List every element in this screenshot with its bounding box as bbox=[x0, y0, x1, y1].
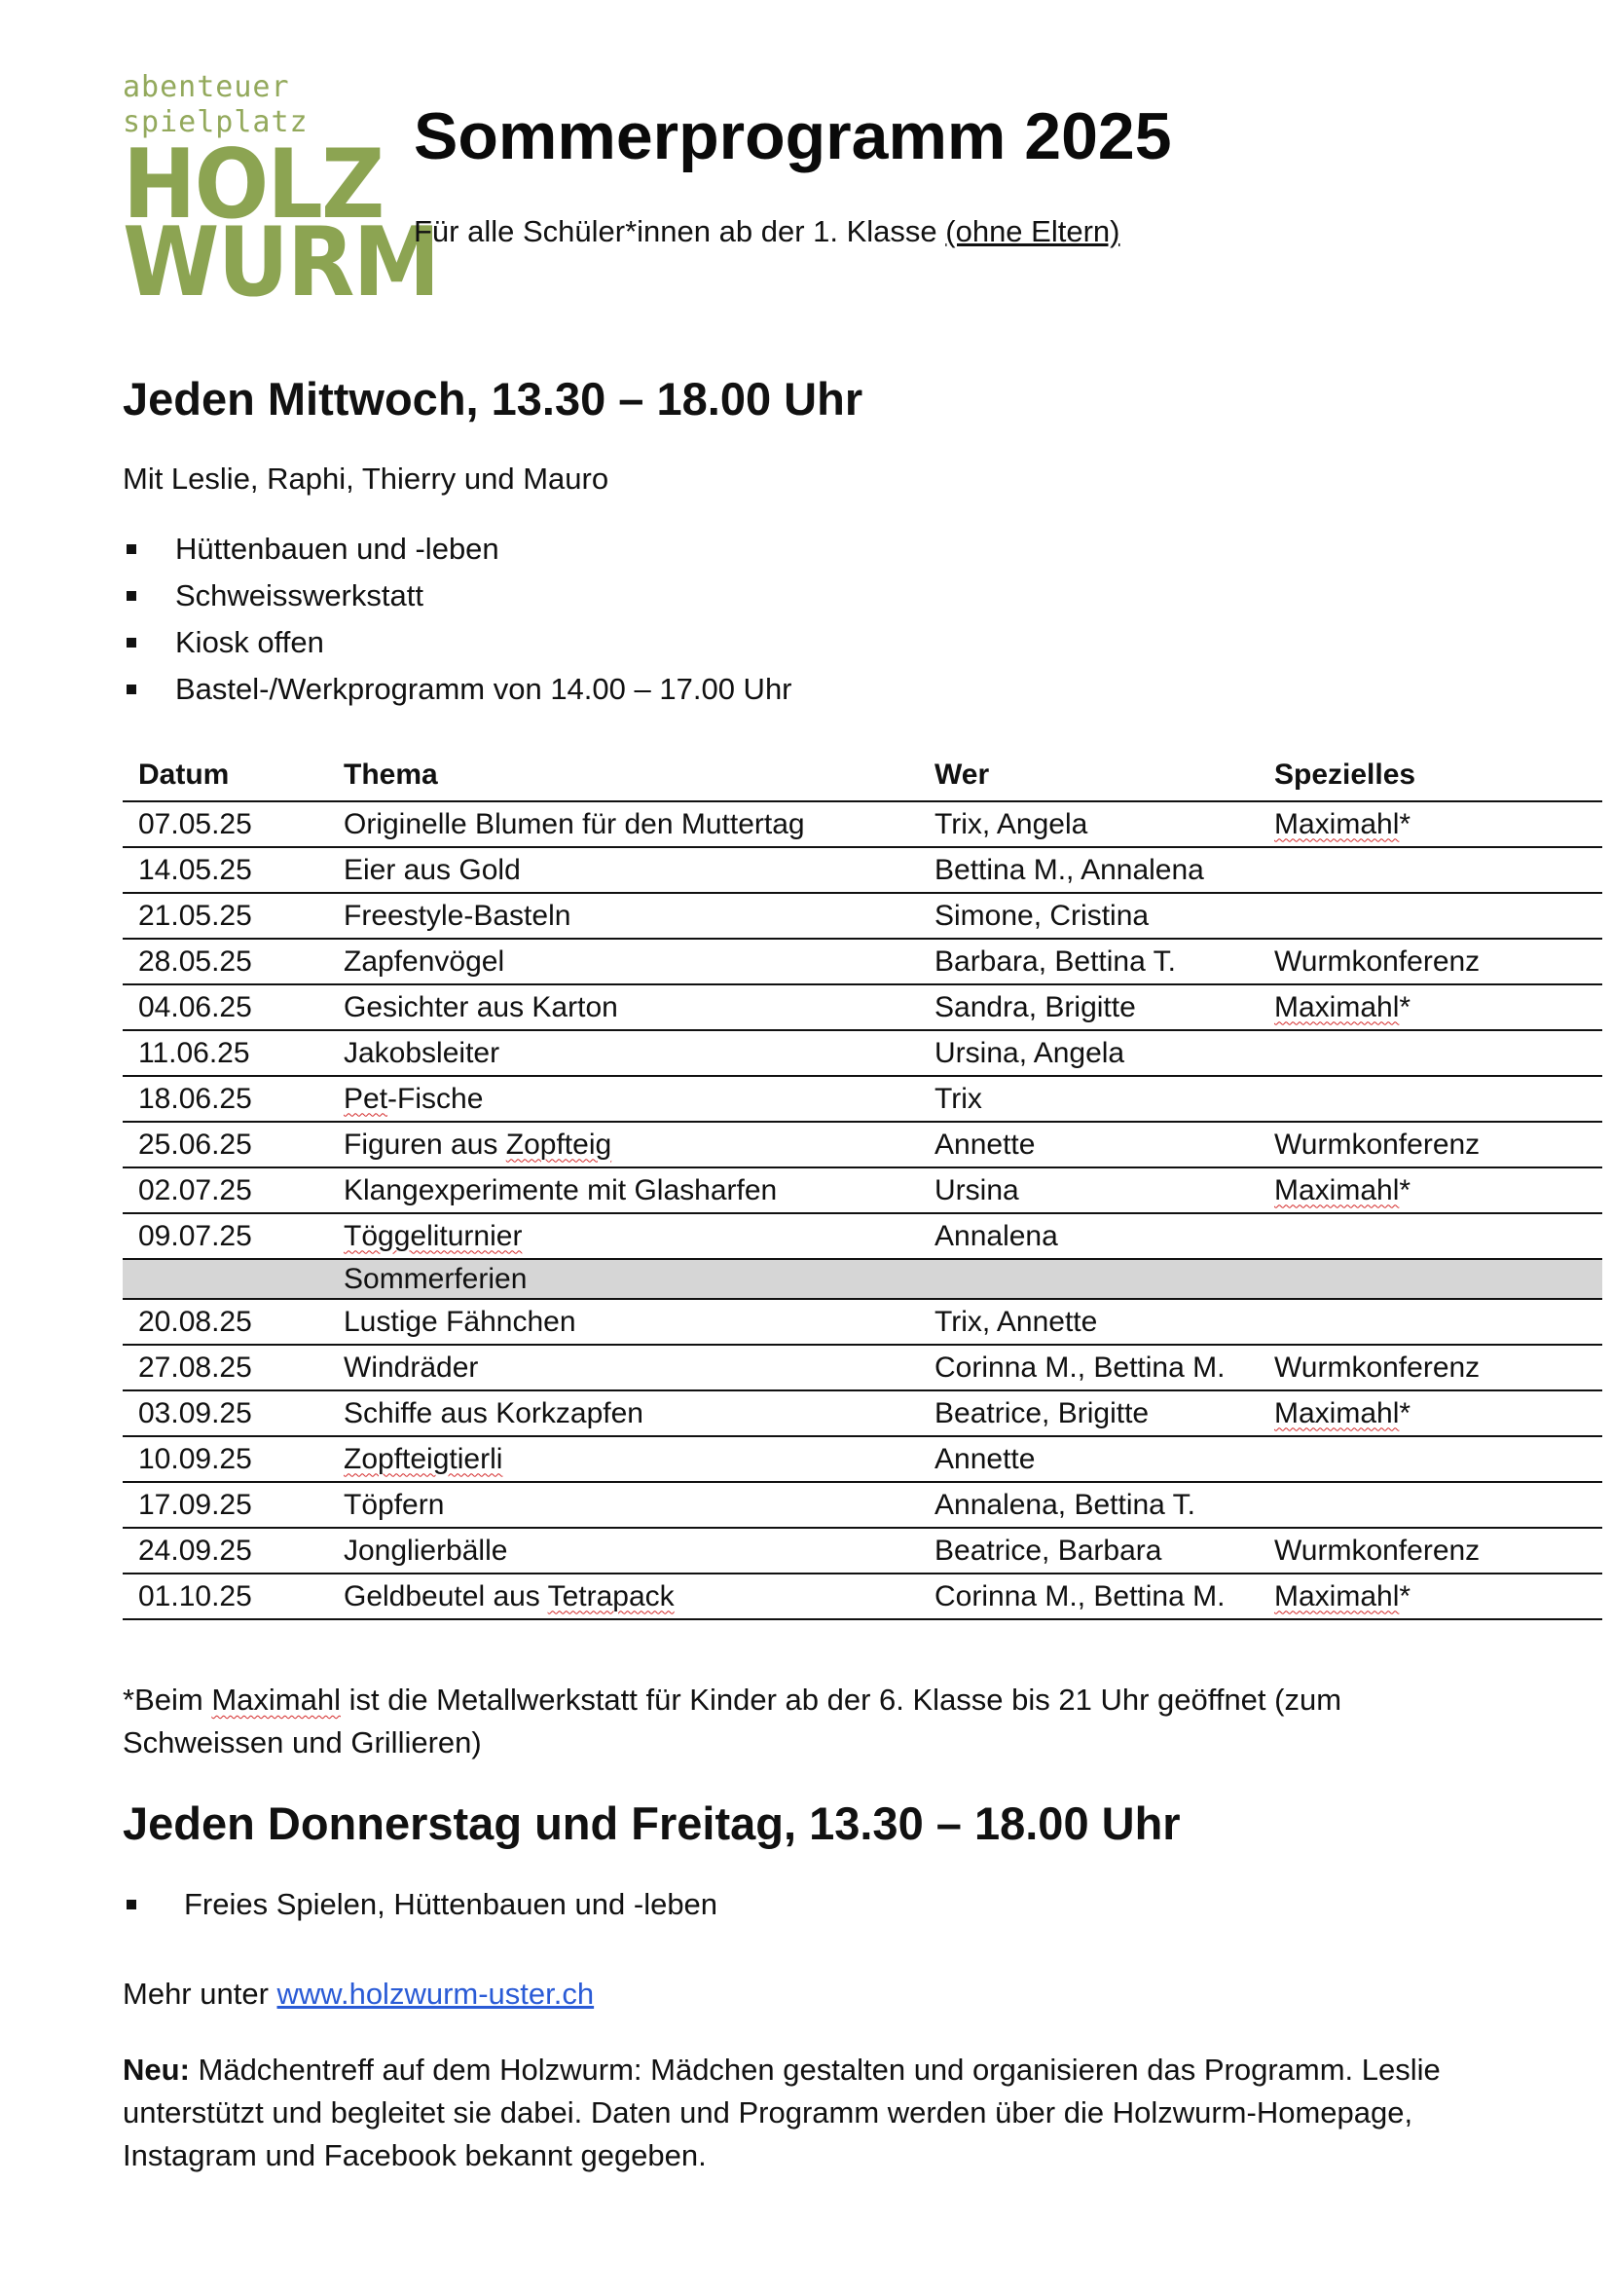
table-row bbox=[123, 801, 1602, 847]
footnote-prefix: *Beim bbox=[123, 1683, 212, 1717]
logo-line-spielplatz: spielplatz bbox=[123, 105, 309, 139]
cell-wer: Sandra, Brigitte bbox=[919, 984, 1259, 1030]
bullet-square-icon bbox=[127, 1900, 136, 1909]
table-row bbox=[123, 939, 1602, 984]
list-item bbox=[123, 666, 792, 713]
cell-datum: 27.08.25 bbox=[123, 1345, 328, 1390]
cell-spezielles bbox=[1259, 847, 1602, 893]
list-item bbox=[123, 1881, 717, 1928]
cell-thema: Gesichter aus Karton bbox=[328, 984, 919, 1030]
table-row bbox=[123, 1528, 1602, 1574]
cell-thema: Töpfern bbox=[328, 1482, 919, 1528]
cell-datum: 01.10.25 bbox=[123, 1574, 328, 1619]
cell-spezielles: Maximahl* bbox=[1259, 1574, 1602, 1619]
cell-thema bbox=[328, 1213, 919, 1259]
header-spezielles: Spezielles bbox=[1259, 750, 1602, 801]
cell-thema: Klangexperimente mit Glasharfen bbox=[328, 1167, 919, 1213]
cell-spezielles: Maximahl* bbox=[1259, 801, 1602, 847]
table-row bbox=[123, 1167, 1602, 1213]
bullet-text: Kiosk offen bbox=[175, 625, 324, 659]
spellcheck-marked-word: Maximahl bbox=[1274, 807, 1400, 840]
cell-wer: Annette bbox=[919, 1436, 1259, 1482]
cell-datum bbox=[123, 1259, 328, 1299]
cell-datum: 17.09.25 bbox=[123, 1482, 328, 1528]
cell-spezielles bbox=[1259, 1213, 1602, 1259]
subtitle-text: Für alle Schüler*innen ab der 1. Klasse bbox=[414, 214, 946, 248]
spellcheck-marked-word: Tetrapack bbox=[547, 1579, 675, 1612]
cell-thema: Originelle Blumen für den Muttertag bbox=[328, 801, 919, 847]
bullet-square-icon bbox=[127, 685, 136, 694]
table-row bbox=[123, 1482, 1602, 1528]
spellcheck-marked-word: Maximahl bbox=[1274, 990, 1400, 1023]
list-item bbox=[123, 526, 792, 573]
website-link[interactable]: www.holzwurm-uster.ch bbox=[276, 1977, 595, 2011]
table-row bbox=[123, 1390, 1602, 1436]
bullet-square-icon bbox=[127, 544, 136, 554]
bullet-square-icon bbox=[127, 638, 136, 648]
subtitle bbox=[414, 212, 1119, 251]
table-row bbox=[123, 1213, 1602, 1259]
cell-thema: Figuren aus Zopfteig bbox=[328, 1122, 919, 1167]
cell-wer: Trix, Annette bbox=[919, 1299, 1259, 1345]
wednesday-heading: Jeden Mittwoch, 13.30 – 18.00 Uhr bbox=[123, 373, 863, 425]
table-row bbox=[123, 1574, 1602, 1619]
bullet-text: Freies Spielen, Hüttenbauen und -leben bbox=[184, 1887, 718, 1921]
cell-thema: Eier aus Gold bbox=[328, 847, 919, 893]
cell-wer: Beatrice, Brigitte bbox=[919, 1390, 1259, 1436]
cell-datum: 02.07.25 bbox=[123, 1167, 328, 1213]
cell-spezielles: Wurmkonferenz bbox=[1259, 1122, 1602, 1167]
cell-wer bbox=[919, 1259, 1259, 1299]
footnote-text: ist die Metallwerkstatt für Kinder ab der 6. Klasse bis 21 Uhr geöffnet (zum Schweissen und Grillieren) bbox=[123, 1683, 1342, 1759]
header-thema: Thema bbox=[328, 750, 919, 801]
schedule-table bbox=[123, 750, 1602, 1620]
cell-wer: Trix, Angela bbox=[919, 801, 1259, 847]
neu-announcement bbox=[123, 2049, 1505, 2177]
cell-wer: Annette bbox=[919, 1122, 1259, 1167]
more-info bbox=[123, 1973, 594, 2016]
cell-datum: 24.09.25 bbox=[123, 1528, 328, 1574]
cell-spezielles: Wurmkonferenz bbox=[1259, 1345, 1602, 1390]
cell-wer: Corinna M., Bettina M. bbox=[919, 1574, 1259, 1619]
cell-thema: Sommerferien bbox=[328, 1259, 919, 1299]
cell-datum: 04.06.25 bbox=[123, 984, 328, 1030]
table-row bbox=[123, 893, 1602, 939]
cell-datum: 14.05.25 bbox=[123, 847, 328, 893]
cell-thema: Schiffe aus Korkzapfen bbox=[328, 1390, 919, 1436]
logo-line-holz: HOLZ bbox=[123, 130, 384, 241]
logo-line-wurm: WURM bbox=[123, 207, 439, 318]
table-row bbox=[123, 1076, 1602, 1122]
spellcheck-marked-word: Maximahl bbox=[1274, 1173, 1400, 1206]
bullet-square-icon bbox=[127, 591, 136, 601]
cell-datum: 11.06.25 bbox=[123, 1030, 328, 1076]
cell-datum: 25.06.25 bbox=[123, 1122, 328, 1167]
table-row bbox=[123, 1299, 1602, 1345]
bullet-text: Hüttenbauen und -leben bbox=[175, 532, 499, 566]
spellcheck-marked-word: Maximahl bbox=[1274, 1396, 1400, 1429]
wednesday-bullet-list bbox=[123, 526, 792, 713]
cell-datum: 21.05.25 bbox=[123, 893, 328, 939]
table-row-ferien bbox=[123, 1259, 1602, 1299]
cell-thema: Zapfenvögel bbox=[328, 939, 919, 984]
holzwurm-logo bbox=[123, 70, 439, 318]
cell-datum: 10.09.25 bbox=[123, 1436, 328, 1482]
cell-spezielles bbox=[1259, 1076, 1602, 1122]
bullet-text: Bastel-/Werkprogramm von 14.00 – 17.00 Uhr bbox=[175, 672, 792, 706]
maximahl-footnote bbox=[123, 1679, 1505, 1764]
cell-wer: Annalena, Bettina T. bbox=[919, 1482, 1259, 1528]
cell-wer: Ursina, Angela bbox=[919, 1030, 1259, 1076]
wednesday-team: Mit Leslie, Raphi, Thierry und Mauro bbox=[123, 462, 609, 496]
neu-label: Neu: bbox=[123, 2053, 190, 2087]
cell-wer: Corinna M., Bettina M. bbox=[919, 1345, 1259, 1390]
cell-thema: Geldbeutel aus Tetrapack bbox=[328, 1574, 919, 1619]
table-header-row bbox=[123, 750, 1602, 801]
cell-spezielles: Maximahl* bbox=[1259, 984, 1602, 1030]
table-row bbox=[123, 1030, 1602, 1076]
cell-spezielles: Wurmkonferenz bbox=[1259, 1528, 1602, 1574]
cell-datum: 28.05.25 bbox=[123, 939, 328, 984]
cell-thema: Lustige Fähnchen bbox=[328, 1299, 919, 1345]
cell-wer: Trix bbox=[919, 1076, 1259, 1122]
cell-spezielles bbox=[1259, 1030, 1602, 1076]
cell-wer: Ursina bbox=[919, 1167, 1259, 1213]
cell-datum: 20.08.25 bbox=[123, 1299, 328, 1345]
table-row bbox=[123, 847, 1602, 893]
cell-thema: Freestyle-Basteln bbox=[328, 893, 919, 939]
table-row bbox=[123, 1122, 1602, 1167]
cell-thema: Pet-Fische bbox=[328, 1076, 919, 1122]
logo-line-abenteuer: abenteuer bbox=[123, 70, 290, 104]
spellcheck-marked-word: Maximahl bbox=[1274, 1579, 1400, 1612]
cell-spezielles bbox=[1259, 1259, 1602, 1299]
header-wer: Wer bbox=[919, 750, 1259, 801]
table-row bbox=[123, 1436, 1602, 1482]
cell-wer: Annalena bbox=[919, 1213, 1259, 1259]
cell-thema: Windräder bbox=[328, 1345, 919, 1390]
schedule-body bbox=[123, 801, 1602, 1619]
cell-datum: 03.09.25 bbox=[123, 1390, 328, 1436]
cell-datum: 09.07.25 bbox=[123, 1213, 328, 1259]
neu-text: Mädchentreff auf dem Holzwurm: Mädchen gestalten und organisieren das Programm. Leslie unterstützt und begleitet sie dabei. Daten und Programm werden über die Holzwurm-Homepage, Instagram und Facebook bekannt gegeben. bbox=[123, 2053, 1441, 2172]
cell-wer: Barbara, Bettina T. bbox=[919, 939, 1259, 984]
cell-wer: Beatrice, Barbara bbox=[919, 1528, 1259, 1574]
table-row bbox=[123, 1345, 1602, 1390]
cell-datum: 18.06.25 bbox=[123, 1076, 328, 1122]
cell-spezielles bbox=[1259, 893, 1602, 939]
cell-spezielles: Maximahl* bbox=[1259, 1167, 1602, 1213]
cell-spezielles: Wurmkonferenz bbox=[1259, 939, 1602, 984]
header-datum: Datum bbox=[123, 750, 328, 801]
cell-wer: Simone, Cristina bbox=[919, 893, 1259, 939]
thursday-friday-heading: Jeden Donnerstag und Freitag, 13.30 – 18.00 Uhr bbox=[123, 1797, 1181, 1849]
spellcheck-marked-word: Pet bbox=[344, 1082, 388, 1115]
spellcheck-marked-word: Zopfteigtierli bbox=[344, 1442, 503, 1475]
list-item bbox=[123, 573, 792, 619]
spellcheck-marked-word: Zopfteig bbox=[505, 1128, 612, 1161]
cell-thema: Jonglierbälle bbox=[328, 1528, 919, 1574]
footnote-keyword: Maximahl bbox=[211, 1683, 341, 1717]
cell-wer: Bettina M., Annalena bbox=[919, 847, 1259, 893]
cell-spezielles: Maximahl* bbox=[1259, 1390, 1602, 1436]
cell-thema: Jakobsleiter bbox=[328, 1030, 919, 1076]
subtitle-underlined: (ohne Eltern) bbox=[945, 214, 1120, 248]
more-info-prefix: Mehr unter bbox=[123, 1977, 277, 2011]
thursday-bullet-list bbox=[123, 1881, 717, 1928]
bullet-text: Schweisswerkstatt bbox=[175, 578, 423, 612]
table-row bbox=[123, 984, 1602, 1030]
page-title: Sommerprogramm 2025 bbox=[414, 99, 1172, 173]
list-item bbox=[123, 619, 792, 666]
cell-spezielles bbox=[1259, 1436, 1602, 1482]
cell-spezielles bbox=[1259, 1299, 1602, 1345]
cell-thema bbox=[328, 1436, 919, 1482]
spellcheck-marked-word: Töggeliturnier bbox=[344, 1219, 523, 1252]
cell-datum: 07.05.25 bbox=[123, 801, 328, 847]
cell-spezielles bbox=[1259, 1482, 1602, 1528]
